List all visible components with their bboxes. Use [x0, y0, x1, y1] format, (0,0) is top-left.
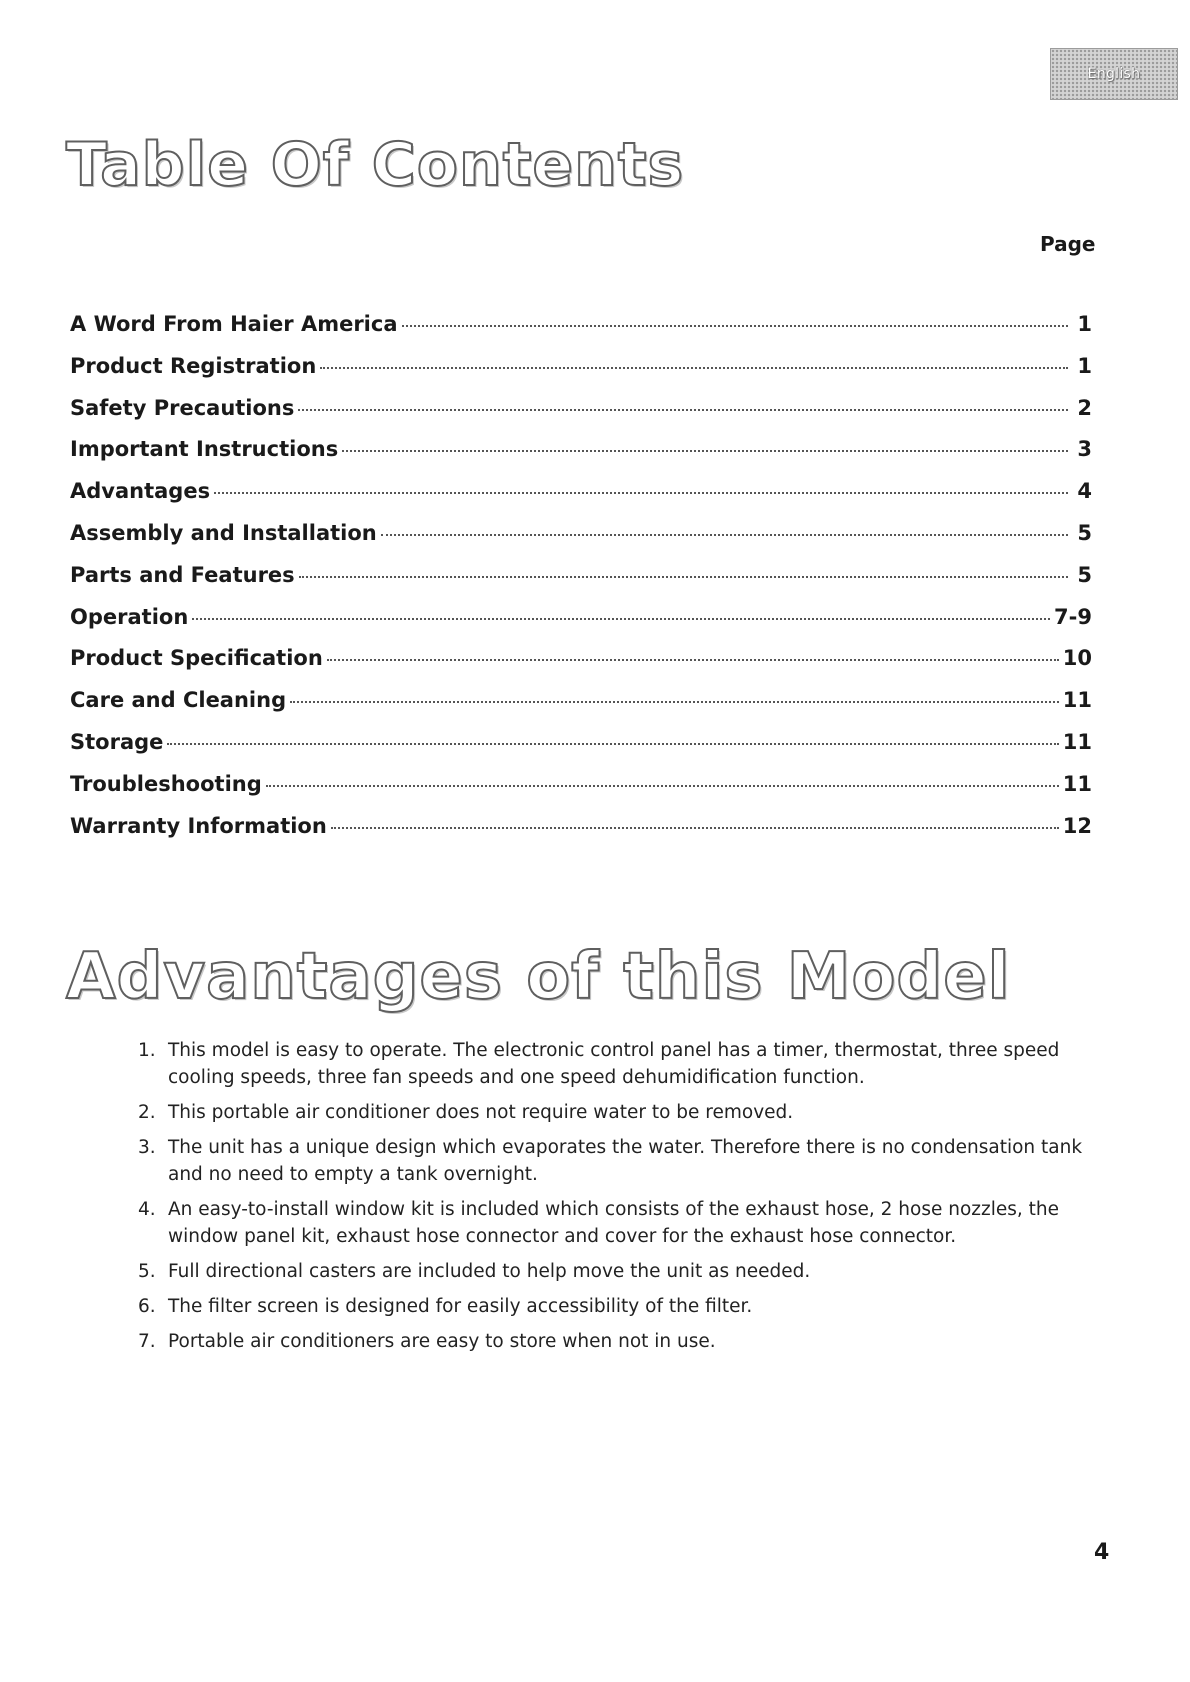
advantage-text: This portable air conditioner does not require water to be removed. [168, 1102, 794, 1123]
advantage-text: Full directional casters are included to help move the unit as needed. [168, 1261, 811, 1282]
toc-dot-leader [214, 492, 1068, 494]
page-number: 4 [1094, 1540, 1110, 1565]
toc-entry-label: Troubleshooting [70, 771, 262, 796]
toc-entry-label: Warranty Information [70, 813, 327, 838]
toc-page-column-header: Page [1040, 232, 1096, 256]
advantage-number: 2. [138, 1102, 156, 1123]
toc-dot-leader [290, 701, 1059, 703]
language-tab: English [1050, 48, 1178, 100]
toc-dot-leader [320, 367, 1068, 369]
toc-entry-page: 2 [1077, 395, 1092, 420]
toc-entry-page: 11 [1062, 729, 1092, 754]
advantage-item [138, 1037, 1108, 1091]
toc-entry[interactable] [70, 396, 1092, 438]
toc-dot-leader [298, 409, 1068, 411]
toc-entry[interactable] [70, 646, 1092, 688]
toc-dot-leader [342, 450, 1068, 452]
advantage-text: The unit has a unique design which evaporates the water. Therefore there is no condensation tank and no need to empty a tank overnight. [168, 1137, 1083, 1185]
toc-title: Table Of Contents [66, 130, 685, 200]
advantage-item [138, 1196, 1108, 1250]
toc-entry-page: 5 [1077, 520, 1092, 545]
toc-entry-label: Storage [70, 729, 164, 754]
advantage-text: The filter screen is designed for easily accessibility of the filter. [168, 1296, 753, 1317]
advantages-title: Advantages of this Model [66, 940, 1011, 1014]
toc-entry-label: Care and Cleaning [70, 688, 287, 713]
toc-entry[interactable] [70, 688, 1092, 730]
toc-entry-page: 3 [1077, 437, 1092, 462]
toc-entry-page: 12 [1062, 813, 1092, 838]
advantage-text: An easy-to-install window kit is included which consists of the exhaust hose, 2 hose nozzles, the window panel kit, exhaust hose connector and cover for the exhaust hose connector. [168, 1199, 1059, 1247]
toc-entry-page: 7-9 [1054, 604, 1092, 629]
toc-entry[interactable] [70, 730, 1092, 772]
toc-dot-leader [331, 827, 1059, 829]
toc-entry-label: Advantages [70, 479, 211, 504]
toc-entry[interactable] [70, 605, 1092, 647]
toc-dot-leader [327, 659, 1059, 661]
toc-dot-leader [402, 325, 1069, 327]
toc-entry[interactable] [70, 814, 1092, 856]
toc-entry-page: 11 [1062, 771, 1092, 796]
advantage-item [138, 1258, 1108, 1285]
advantage-number: 7. [138, 1331, 156, 1352]
toc-entry[interactable] [70, 437, 1092, 479]
toc-entry[interactable] [70, 354, 1092, 396]
toc-entry-page: 4 [1077, 479, 1092, 504]
toc-dot-leader [299, 576, 1068, 578]
toc-entry-page: 5 [1077, 562, 1092, 587]
toc-entry-page: 1 [1077, 353, 1092, 378]
advantage-number: 1. [138, 1040, 156, 1061]
toc-dot-leader [381, 534, 1068, 536]
toc-entry[interactable] [70, 772, 1092, 814]
advantage-text: This model is easy to operate. The electronic control panel has a timer, thermostat, three speed cooling speeds, three fan speeds and one speed dehumidification function. [168, 1040, 1060, 1088]
toc-entry-label: Parts and Features [70, 562, 295, 587]
advantage-number: 6. [138, 1296, 156, 1317]
advantage-number: 4. [138, 1199, 156, 1220]
toc-entry-label: Safety Precautions [70, 395, 295, 420]
toc-entry-label: Product Registration [70, 353, 317, 378]
toc-entry-label: A Word From Haier America [70, 312, 398, 336]
toc-entry[interactable] [70, 312, 1092, 354]
toc-entry-label: Assembly and Installation [70, 520, 377, 545]
advantage-item [138, 1099, 1108, 1126]
toc-entry[interactable] [70, 563, 1092, 605]
toc-list [70, 312, 1092, 855]
toc-entry-page: 10 [1062, 646, 1092, 671]
toc-entry-label: Operation [70, 604, 189, 629]
toc-dot-leader [266, 785, 1059, 787]
toc-entry[interactable] [70, 521, 1092, 563]
advantage-number: 5. [138, 1261, 156, 1282]
advantage-text: Portable air conditioners are easy to store when not in use. [168, 1331, 716, 1352]
advantage-item [138, 1293, 1108, 1320]
toc-dot-leader [167, 743, 1058, 745]
toc-entry[interactable] [70, 479, 1092, 521]
advantage-number: 3. [138, 1137, 156, 1158]
toc-dot-leader [192, 618, 1050, 620]
advantages-list [138, 1037, 1108, 1363]
advantage-item [138, 1134, 1108, 1188]
toc-entry-page: 1 [1077, 312, 1092, 336]
toc-entry-label: Important Instructions [70, 437, 339, 462]
toc-entry-label: Product Specification [70, 646, 323, 671]
toc-entry-page: 11 [1062, 688, 1092, 713]
advantage-item [138, 1328, 1108, 1355]
